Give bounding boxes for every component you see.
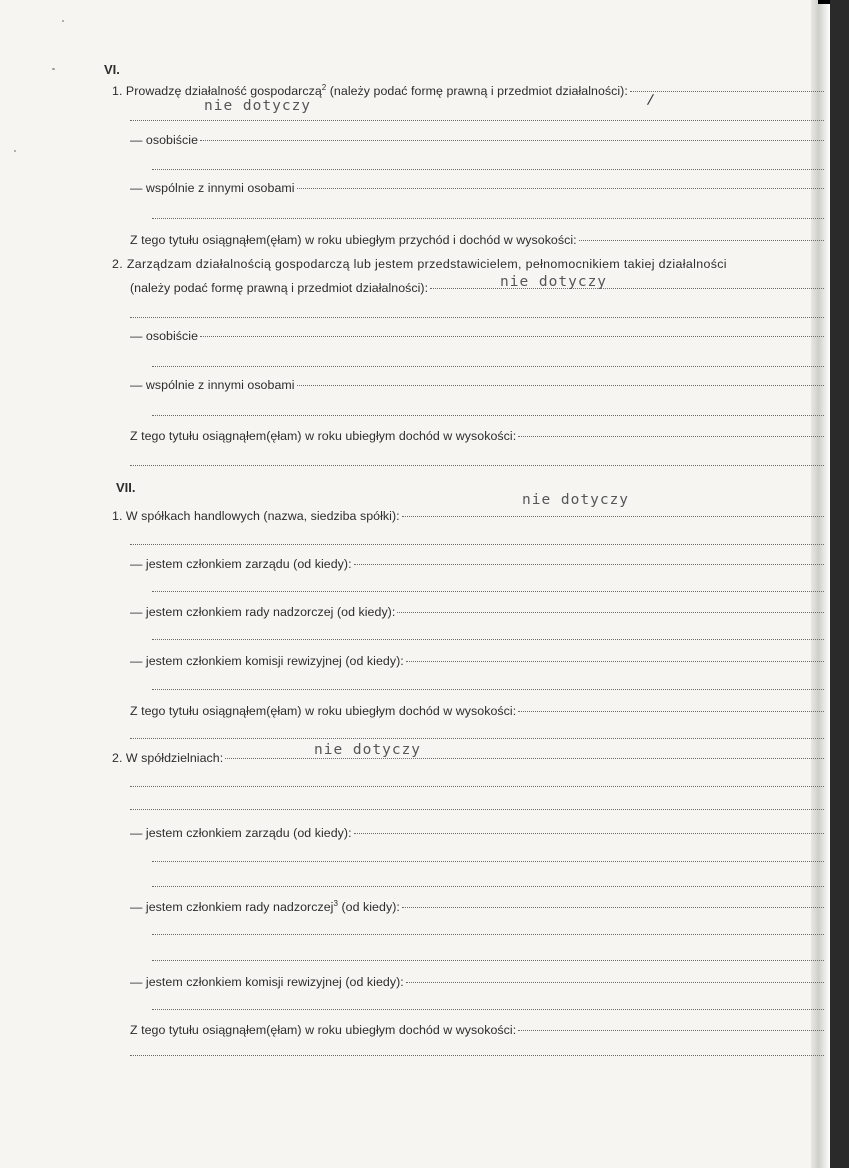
- vi-2-income: [130, 428, 824, 444]
- vii-2-answer-line-1: [130, 786, 824, 787]
- scan-speck: [62, 20, 64, 22]
- vi-1-osobiscie-line: [152, 169, 824, 170]
- vi-1-answer-line: [130, 120, 824, 121]
- vii-2-income-line: [130, 1055, 824, 1056]
- vii-1-komisja: [130, 653, 824, 669]
- vii-2-zarzad-line-2: [152, 886, 824, 887]
- vi-2-income-label: Z tego tytułu osiągnąłem(ęłam) w roku ubiegłym dochód w wysokości:: [130, 429, 517, 443]
- vi-1-wspolnie-label: — wspólnie z innymi osobami: [130, 181, 295, 195]
- vi-2-osobiscie-label: — osobiście: [130, 329, 199, 343]
- vii-1-rada-line: [152, 639, 824, 640]
- footnote-marker: 3: [333, 898, 338, 908]
- vi-1-income-label: Z tego tytułu osiągnąłem(ęłam) w roku ubiegłym przychód i dochód w wysokości:: [130, 233, 577, 247]
- vii-2-income-label: Z tego tytułu osiągnąłem(ęłam) w roku ubiegłym dochód w wysokości:: [130, 1023, 517, 1037]
- vii-2-rada-line-1: [152, 934, 824, 935]
- vi-1-label: [112, 83, 824, 99]
- vii-1-rada: [130, 604, 824, 620]
- vi-2-wspolnie: [130, 377, 824, 393]
- vi-2-wspolnie-line: [152, 415, 824, 416]
- vi-1-typed-answer: nie dotyczy: [204, 98, 312, 114]
- vi-2-income-line: [130, 465, 824, 466]
- vii-1-zarzad: [130, 556, 824, 572]
- vi-2-label-line1: [112, 256, 824, 272]
- vi-1-osobiscie: [130, 132, 824, 148]
- vii-1-label-text: 1. W spółkach handlowych (nazwa, siedziba spółki):: [112, 509, 400, 523]
- vi-2-label-text2: (należy podać formę prawną i przedmiot działalności):: [130, 281, 429, 295]
- section-vii-heading: VII.: [116, 480, 136, 495]
- vii-2-komisja: [130, 974, 824, 990]
- vii-2-rada-label: — jestem członkiem rady nadzorczej: [130, 900, 334, 914]
- vii-1-komisja-label: — jestem członkiem komisji rewizyjnej (od kiedy):: [130, 654, 404, 668]
- vii-1-income-line: [130, 738, 824, 739]
- vi-2-typed-answer: nie dotyczy: [500, 274, 608, 290]
- vi-2-osobiscie-line: [152, 366, 824, 367]
- vii-2-zarzad-label: — jestem członkiem zarządu (od kiedy):: [130, 826, 352, 840]
- vi-2-wspolnie-label: — wspólnie z innymi osobami: [130, 378, 295, 392]
- vii-2-typed-answer: nie dotyczy: [314, 742, 422, 758]
- vi-1-wspolnie: [130, 180, 824, 196]
- vii-2-label-text: 2. W spółdzielniach:: [112, 751, 224, 765]
- vii-1-komisja-line: [152, 689, 824, 690]
- vii-1-typed-answer: nie dotyczy: [522, 492, 630, 508]
- vi-1-osobiscie-label: — osobiście: [130, 133, 199, 147]
- vi-1-label-rest: (należy podać formę prawną i przedmiot działalności):: [326, 84, 628, 98]
- vi-1-label-text: 1. Prowadzę działalność gospodarczą: [112, 84, 322, 98]
- vii-1-zarzad-line: [152, 591, 824, 592]
- corner-mark: [818, 0, 830, 4]
- vii-1-label: [112, 508, 824, 524]
- vii-2-zarzad: [130, 825, 824, 841]
- vi-2-answer-line: [130, 317, 824, 318]
- vi-1-income: [130, 232, 824, 248]
- vii-2-rada: [130, 899, 824, 915]
- scan-speck: [52, 68, 55, 70]
- scan-speck: [14, 150, 16, 152]
- vii-1-zarzad-label: — jestem członkiem zarządu (od kiedy):: [130, 557, 352, 571]
- section-vi-heading: VI.: [104, 62, 120, 77]
- vi-2-osobiscie: [130, 328, 824, 344]
- vii-2-rada-line-2: [152, 960, 824, 961]
- vii-2-answer-line-2: [130, 809, 824, 810]
- vii-1-income: [130, 703, 824, 719]
- vi-1-wspolnie-line: [152, 218, 824, 219]
- footnote-marker: 2: [321, 82, 327, 92]
- vii-2-label: [112, 750, 824, 766]
- pen-mark: /: [646, 91, 655, 109]
- vii-1-rada-label: — jestem członkiem rady nadzorczej (od kiedy):: [130, 605, 396, 619]
- vi-2-label-text: 2. Zarządzam działalnością gospodarczą lub jestem przedstawicielem, pełnomocnikiem takiej działalności: [112, 257, 727, 271]
- vii-2-income: [130, 1022, 824, 1038]
- page-edge: [811, 0, 830, 1168]
- vii-2-rada-label-rest: (od kiedy):: [337, 900, 400, 914]
- vii-1-income-label: Z tego tytułu osiągnąłem(ęłam) w roku ubiegłym dochód w wysokości:: [130, 704, 517, 718]
- vii-2-komisja-line: [152, 1009, 824, 1010]
- vi-2-label-line2: [130, 280, 824, 296]
- vii-2-zarzad-line-1: [152, 861, 824, 862]
- vii-1-answer-line: [130, 544, 824, 545]
- vii-2-komisja-label: — jestem członkiem komisji rewizyjnej (od kiedy):: [130, 975, 404, 989]
